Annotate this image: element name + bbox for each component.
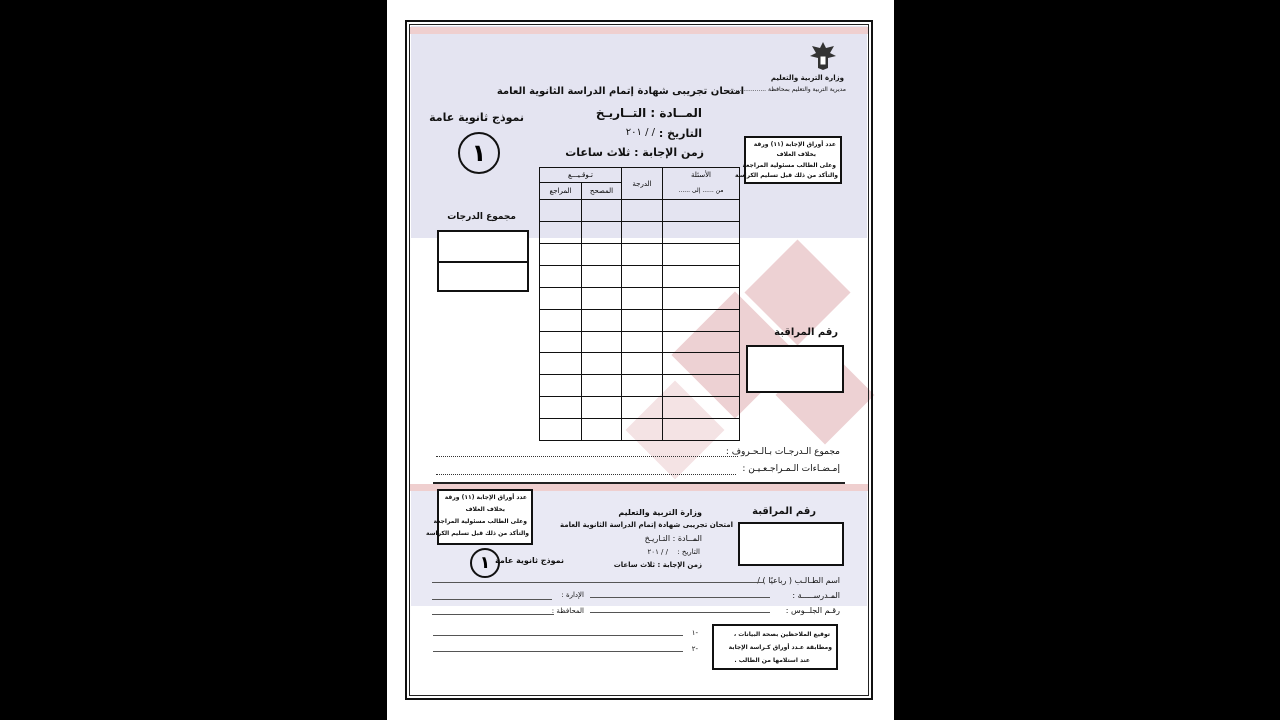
notice-box [735, 136, 842, 184]
reviewers-signatures-line[interactable] [436, 474, 736, 475]
grade-cell[interactable] [540, 353, 582, 375]
seat-box[interactable] [746, 345, 844, 393]
slip-notice-line: والتأكد من ذلك قبل تسليم الكراسة [426, 530, 529, 537]
grade-cell[interactable] [663, 375, 740, 397]
slip-date-value: / / ٢٠١ [647, 548, 668, 556]
grade-cell[interactable] [540, 397, 582, 419]
grade-cell[interactable] [582, 244, 622, 266]
slip-notice-line: وعلى الطالب مسئولية المراجعة [433, 518, 527, 525]
directorate-name: مديرية التربية والتعليم بمحافظة .................... [727, 86, 846, 93]
observers-note-line: ومطابقة عـدد أوراق كـراسة الإجابة [728, 644, 832, 651]
grade-cell[interactable] [622, 419, 663, 441]
grades-table [539, 167, 740, 441]
questions-range: من ...... إلى ...... [663, 182, 740, 200]
grade-cell[interactable] [540, 419, 582, 441]
school-line[interactable] [590, 597, 770, 598]
cut-line [433, 482, 845, 484]
signature-header: تـوقـيـــع [540, 168, 622, 183]
grade-cell[interactable] [622, 397, 663, 419]
grade-cell[interactable] [622, 244, 663, 266]
grade-cell[interactable] [582, 309, 622, 331]
grade-cell[interactable] [540, 287, 582, 309]
seat-number-label: رقـم الجلــوس : [785, 606, 840, 615]
seat-label: رقم المراقبة [774, 327, 838, 338]
grade-cell[interactable] [663, 244, 740, 266]
slip-notice-line: بخلاف الغلاف [465, 506, 505, 513]
student-name-label: اسم الطـالـب ( رباعيًا ) / [757, 576, 840, 585]
ministry-name: وزارة التربية والتعليم [770, 74, 844, 82]
slip-notice-box [426, 489, 533, 545]
reviewer-header: المراجع [540, 182, 582, 200]
signature-2-line[interactable] [433, 651, 683, 652]
grade-cell[interactable] [622, 287, 663, 309]
grade-cell[interactable] [540, 244, 582, 266]
slip-ministry: وزارة التربية والتعليم [618, 508, 702, 517]
slip-duration: زمن الإجابة : ثلاث ساعات [613, 561, 702, 569]
notice-line: عدد أوراق الإجابة (١١) ورقة [753, 141, 836, 148]
grade-cell[interactable] [582, 265, 622, 287]
grade-cell[interactable] [622, 200, 663, 222]
administration-label: الإدارة : [561, 591, 584, 599]
grade-cell[interactable] [582, 397, 622, 419]
slip-model-number: ١ [479, 553, 491, 573]
governorate-label: المحافظة : [551, 607, 584, 615]
grade-cell[interactable] [622, 331, 663, 353]
grade-cell[interactable] [540, 309, 582, 331]
grade-cell[interactable] [540, 200, 582, 222]
total-in-words-label: مجموع الـدرجـات بـالـحـروف : [725, 447, 840, 457]
model-label: نموذج ثانوية عامة [429, 111, 524, 124]
eagle-emblem-icon [808, 40, 838, 72]
total-in-words-line[interactable] [436, 456, 738, 457]
grade-header: الدرجة [622, 168, 663, 200]
signature-2-label: -٢ [691, 645, 698, 653]
grade-cell[interactable] [622, 375, 663, 397]
observers-note-line: عند استلامها من الطالب . [734, 657, 810, 664]
grade-cell[interactable] [540, 331, 582, 353]
observers-note-box [712, 624, 838, 670]
slip-exam-title: امتحان تجريبى شهادة إتمام الدراسة الثانوية العامة [559, 521, 733, 529]
grade-cell[interactable] [582, 375, 622, 397]
grade-cell[interactable] [663, 200, 740, 222]
grade-cell[interactable] [540, 375, 582, 397]
grade-cell[interactable] [663, 309, 740, 331]
slip-notice-line: عدد أوراق الإجابة (١١) ورقة [444, 494, 527, 501]
grade-cell[interactable] [582, 287, 622, 309]
slip-model-label: نموذج ثانوية عامة [495, 556, 564, 565]
slip-date-label: التاريخ : [677, 548, 700, 556]
grade-cell[interactable] [582, 200, 622, 222]
subject-line: المــادة : التــاريـخ [595, 106, 702, 120]
signature-1-line[interactable] [433, 635, 683, 636]
grade-cell[interactable] [663, 397, 740, 419]
grade-cell[interactable] [663, 287, 740, 309]
questions-header: الأسئلة [663, 168, 740, 183]
grade-cell[interactable] [582, 331, 622, 353]
grade-cell[interactable] [663, 419, 740, 441]
signature-1-label: -١ [691, 629, 698, 637]
duration: زمن الإجابة : ثلاث ساعات [565, 146, 704, 159]
date-value: / / ٢٠١ [625, 127, 655, 138]
grade-cell[interactable] [622, 222, 663, 244]
reviewers-signatures-label: إمـضـاءات الـمـراجـعـيـن : [742, 464, 840, 474]
model-number: ١ [471, 139, 487, 167]
notice-line: بخلاف الغلاف [776, 151, 816, 158]
notice-line: والتأكد من ذلك قبل تسليم الكراسة [735, 172, 838, 179]
grade-cell[interactable] [622, 265, 663, 287]
grade-cell[interactable] [622, 309, 663, 331]
grade-cell[interactable] [540, 222, 582, 244]
student-name-line[interactable] [432, 582, 764, 583]
school-label: المـدرســـــة : [792, 591, 840, 600]
slip-subject: المــادة : التـاريـخ [644, 534, 702, 543]
observers-note-line: توقيع الملاحظين بصحة البيانات ، [733, 631, 830, 638]
grade-cell[interactable] [663, 353, 740, 375]
model-number-circle [458, 132, 500, 174]
notice-line: وعلى الطالب مسئولية المراجعة [742, 162, 836, 169]
seat-number-line[interactable] [590, 612, 770, 613]
grade-cell[interactable] [622, 353, 663, 375]
governorate-line[interactable] [432, 614, 554, 615]
grade-cell[interactable] [582, 419, 622, 441]
totals-label: مجموع الدرجات [447, 212, 516, 222]
slip-seat-label: رقم المراقبة [752, 506, 816, 517]
corrector-header: المصحح [582, 182, 622, 200]
slip-seat-box[interactable] [738, 522, 844, 566]
grade-cell[interactable] [582, 222, 622, 244]
grade-cell[interactable] [663, 222, 740, 244]
administration-line[interactable] [432, 599, 552, 600]
date-label: التاريخ : [658, 127, 702, 140]
exam-title: امتحان تجريبى شهادة إتمام الدراسة الثانوية العامة [496, 86, 744, 97]
totals-box[interactable] [437, 230, 529, 292]
grade-cell[interactable] [663, 265, 740, 287]
grade-cell[interactable] [540, 265, 582, 287]
grade-cell[interactable] [663, 331, 740, 353]
grade-cell[interactable] [582, 353, 622, 375]
